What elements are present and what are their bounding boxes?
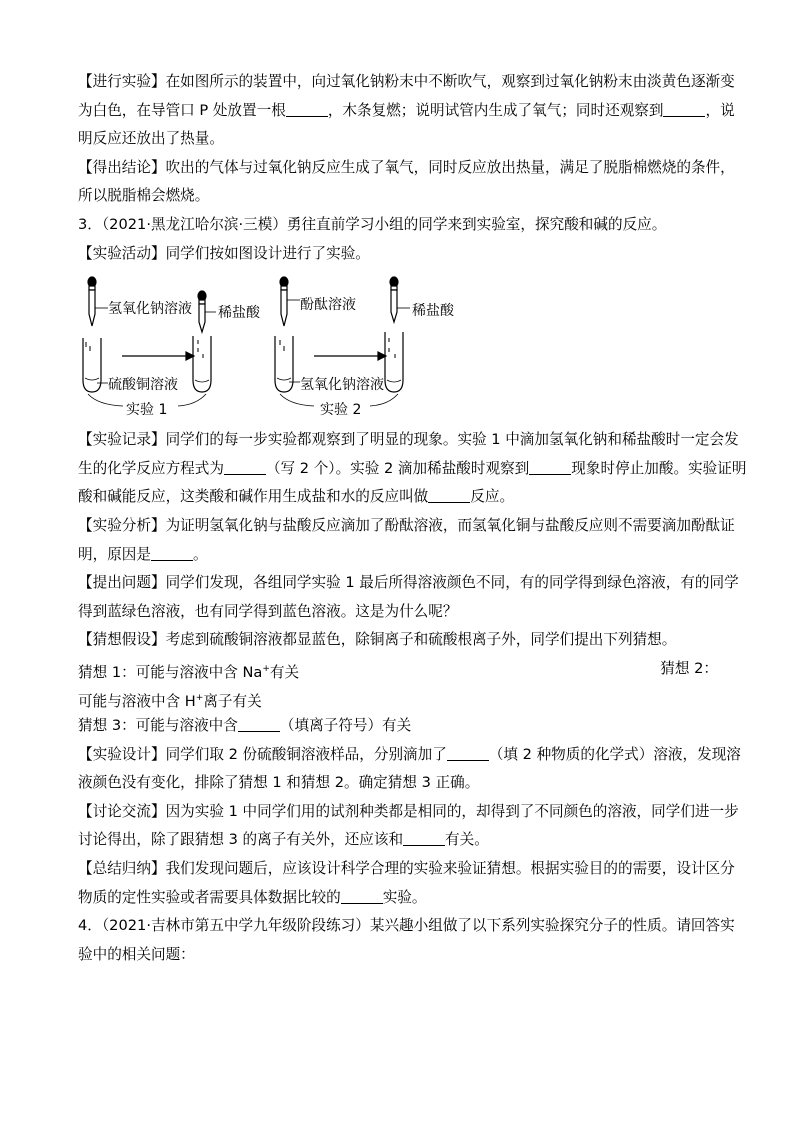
text-line: 生的化学反应方程式为 （写 2 个）。实验 2 滴加稀盐酸时观察到 现象时停止加酸。实验证明 [78,459,747,477]
dropper-icon [88,277,108,326]
test-tube-icon [193,336,211,392]
text-line: 【猜想假设】考虑到硫酸铜溶液都显蓝色，除铜离子和硫酸根离子外，同学们提出下列猜想。 [78,631,677,649]
answer-blank[interactable] [286,101,328,117]
text-line [78,655,718,684]
question-4-heading: 4．（2021·吉林市第五中学九年级阶段练习）某兴趣小组做了以下系列实验探究分子的性质。请回答实 [78,917,735,935]
answer-blank[interactable] [529,459,571,475]
answer-blank[interactable] [238,716,280,732]
label-exp-2: 实验 2 [320,402,362,419]
text-line: 【提出问题】同学们发现，各组同学实验 1 最后所得溶液颜色不同，有的同学得到绿色溶液，有的同学 [78,574,739,592]
text-line: 验中的相关问题： [78,945,195,963]
text-line: 液颜色没有变化，排除了猜想 1 和猜想 2。确定猜想 3 正确。 [78,774,480,792]
text-line: 猜想 3：可能与溶液中含 （填离子符号）有关 [78,717,412,735]
text-line: 【得出结论】吹出的气体与过氧化钠反应生成了氧气，同时反应放出热量，满足了脱脂棉燃烧的条件， [78,158,735,176]
dropper-icon [280,277,300,326]
experiment-diagram [78,270,498,420]
text-line: 【实验记录】同学们的每一步实验都观察到了明显的现象。实验 1 中滴加氢氧化钠和稀盐酸时一定会发 [78,431,739,449]
answer-blank[interactable] [663,101,705,117]
text-line: 明，原因是 。 [78,545,208,563]
label-cuso4: 硫酸铜溶液 [108,377,178,394]
dropper-icon [198,291,216,332]
label-naoh: 氢氧化钠溶液 [108,301,192,318]
guess-2-label: 猜想 2： [660,659,718,677]
test-tube-icon [83,338,108,392]
text-line: 酸和碱能反应，这类酸和碱作用生成盐和水的反应叫做 反应。 [78,488,515,506]
label-exp-1: 实验 1 [126,402,168,419]
question-3-heading: 3．（2021·黑龙江哈尔滨·三模）勇往直前学习小组的同学来到实验室，探究酸和碱的反应。 [78,215,667,233]
answer-blank[interactable] [151,545,193,561]
label-hcl-2: 稀盐酸 [412,303,454,320]
text-line: 【实验分析】为证明氢氧化钠与盐酸反应滴加了酚酞溶液，而氢氧化铜与盐酸反应则不需要滴加酚酞证 [78,516,735,534]
dropper-icon [390,277,410,322]
experiment-figure [78,270,498,420]
text-line: 物质的定性实验或者需要具体数据比较的 实验。 [78,888,427,906]
label-naoh-2: 氢氧化钠溶液 [300,377,384,394]
text-line: 【进行实验】在如图所示的装置中，向过氧化钠粉末中不断吹气，观察到过氧化钠粉末由淡黄色逐渐变 [78,73,735,90]
answer-blank[interactable] [428,487,470,503]
test-tube-icon [275,336,300,392]
guess-1: 猜想 1：可能与溶液中含 Na+有关 [78,663,300,681]
text-line: 得到蓝绿色溶液，也有同学得到蓝色溶液。这是为什么呢？ [78,602,458,620]
text-line: 【讨论交流】因为实验 1 中同学们用的试剂种类都是相同的，却得到了不同颜色的溶液，同学们进一步 [78,802,739,820]
answer-blank[interactable] [224,459,266,475]
test-tube-icon [385,332,403,392]
document-page [78,68,747,969]
text-line: 【实验设计】同学们取 2 份硫酸铜溶液样品，分别滴加了 （填 2 种物质的化学式）溶液，发现溶 [78,745,741,763]
answer-blank[interactable] [447,745,489,761]
label-phenolphthalein: 酚酞溶液 [300,297,356,314]
label-hcl-1: 稀盐酸 [218,305,260,322]
text-line: 明反应还放出了热量。 [78,130,224,148]
text-line: 所以脱脂棉会燃烧。 [78,187,210,205]
text-line: 可能与溶液中含 H+离子有关 [78,692,262,710]
text-line: 讨论得出，除了跟猜想 3 的离子有关外，还应该和 有关。 [78,831,489,849]
text-line: 【总结归纳】我们发现问题后，应该设计科学合理的实验来验证猜想。根据实验目的的需要，设计区分 [78,860,735,878]
text-line: 【实验活动】同学们按如图设计进行了实验。 [78,244,370,262]
answer-blank[interactable] [403,830,445,846]
text-line: 为白色，在导管口 P 处放置一根 ，木条复燃；说明试管内生成了氧气；同时还观察到 ，说 [78,101,735,119]
answer-blank[interactable] [341,888,383,904]
